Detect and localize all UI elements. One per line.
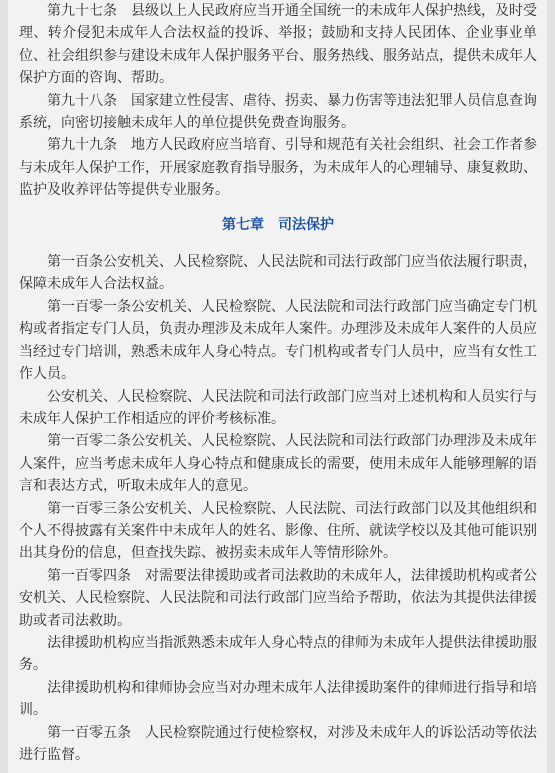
article-98: 第九十八条 国家建立性侵害、虐待、拐卖、暴力伤害等违法犯罪人员信息查询系统，向密切接触未成年人的单位提供免费查询服务。: [19, 92, 537, 132]
article-101: 第一百零一条公安机关、人民检察院、人民法院和司法行政部门应当确定专门机构或者指定专门人员，负责办理涉及未成年人案件。办理涉及未成年人案件的人员应当经过专门培训，熟悉未成年人身心特点。专门机构或者专门人员中，应当有女性工作人员。: [19, 298, 537, 383]
article-99: 第九十九条 地方人民政府应当培育、引导和规范有关社会组织、社会工作者参与未成年人保护工作，开展家庭教育指导服务，为未成年人的心理辅导、康复救助、监护及收养评估等提供专业服务。: [19, 137, 537, 199]
spacer: [19, 236, 537, 251]
article-102: 第一百零二条公安机关、人民检察院、人民法院和司法行政部门办理涉及未成年人案件，应当考虑未成年人身心特点和健康成长的需要，使用未成年人能够理解的语言和表达方式，听取未成年人的意见。: [19, 433, 537, 495]
article-100: 第一百条公安机关、人民检察院、人民法院和司法行政部门应当依法履行职责，保障未成年人合法权益。: [19, 254, 537, 293]
spacer: [19, 202, 537, 214]
article-104: 第一百零四条 对需要法律援助或者司法救助的未成年人，法律援助机构或者公安机关、人民检察院、人民法院和司法行政部门应当给予帮助，依法为其提供法律援助或者司法救助。: [19, 567, 537, 629]
article-104-clause-2: 法律援助机构应当指派熟悉未成年人身心特点的律师为未成年人提供法律援助服务。: [19, 634, 537, 674]
article-103: 第一百零三条公安机关、人民检察院、人民法院、司法行政部门以及其他组织和个人不得披露有关案件中未成年人的姓名、影像、住所、就读学校以及其他可能识别出其身份的信息，但查找失踪、被拐卖未成年人等情形除外。: [19, 500, 537, 562]
article-105: 第一百零五条 人民检察院通过行使检察权，对涉及未成年人的诉讼活动等依法进行监督。: [19, 724, 537, 763]
article-97: 第九十七条 县级以上人民政府应当开通全国统一的未成年人保护热线，及时受理、转介侵犯未成年人合法权益的投诉、举报；鼓励和支持人民团体、企业事业单位、社会组织参与建设未成年人保护服务平台、服务热线、服务站点，提供未成年人保护方面的咨询、帮助。: [19, 3, 537, 87]
chapter-title: 第七章 司法保护: [222, 216, 334, 233]
article-101-clause-2: 公安机关、人民检察院、人民法院和司法行政部门应当对上述机构和人员实行与未成年人保护工作相适应的评价考核标准。: [19, 388, 537, 427]
law-text: [19, 0, 537, 766]
left-margin-strip: [0, 0, 8, 773]
article-104-clause-3: 法律援助机构和律师协会应当对办理未成年人法律援助案件的律师进行指导和培训。: [19, 679, 537, 719]
right-margin-strip: [547, 0, 555, 773]
